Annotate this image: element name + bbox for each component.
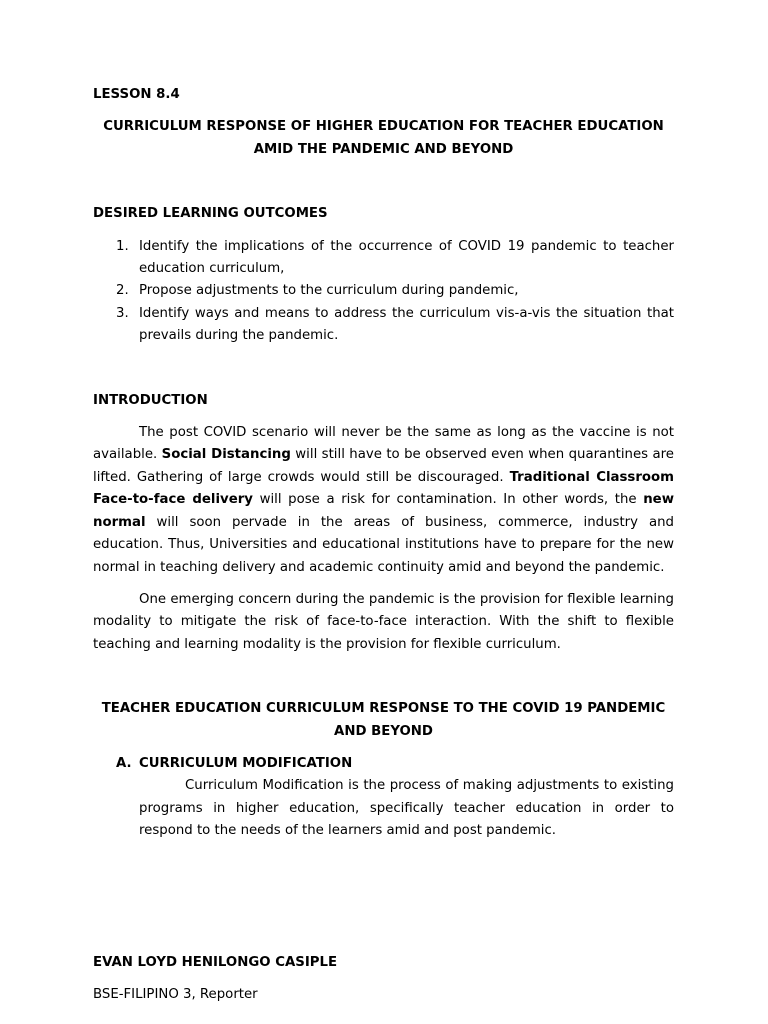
- reporter-role: BSE-FILIPINO 3, Reporter: [93, 987, 258, 1002]
- introduction-paragraph-2: One emerging concern during the pandemic is the provision for flexible learning modality to mitigate the risk of face-to-face interaction. With the shift to flexible teaching and learning modality is the provision for flexible curriculum.: [93, 591, 674, 652]
- list-item: [93, 236, 674, 281]
- bold-term-new-normal: new normal: [93, 492, 674, 530]
- list-item-number: 1.: [116, 238, 129, 254]
- list-item-text: Identify ways and means to address the curriculum vis-a-vis the situation that prevails during the pandemic.: [139, 305, 674, 344]
- lesson-title: [93, 116, 674, 161]
- list-item-number: 3.: [116, 305, 129, 321]
- section-a-heading: [93, 753, 674, 775]
- section-letter: A.: [116, 755, 132, 771]
- introduction-paragraph-1: [93, 422, 674, 579]
- text-run: The post COVID scenario will never be the same as long as the vaccine is not available.: [93, 425, 674, 463]
- bold-term-traditional-classroom: Traditional Classroom Face-to-face delivery: [93, 469, 674, 508]
- section-a-paragraph: Curriculum Modification is the process of making adjustments to existing programs in higher education, specifically teacher education in order to respond to the needs of the learners amid and post pandemic.: [139, 778, 674, 839]
- document-body: [93, 84, 674, 843]
- lesson-title-line-1: CURRICULUM RESPONSE OF HIGHER EDUCATION FOR TEACHER EDUCATION: [103, 119, 664, 135]
- lesson-number: LESSON 8.4: [93, 87, 180, 102]
- introduction-heading: INTRODUCTION: [93, 392, 208, 408]
- outcomes-heading: DESIRED LEARNING OUTCOMES: [93, 206, 328, 222]
- reporter-name: EVAN LOYD HENILONGO CASIPLE: [93, 955, 338, 970]
- lesson-title-line-2: AMID THE PANDEMIC AND BEYOND: [253, 141, 514, 157]
- list-item: [93, 280, 674, 302]
- text-run: will pose a risk for contamination. In other words, the: [252, 492, 644, 508]
- section-title: CURRICULUM MODIFICATION: [139, 755, 353, 771]
- response-heading: [93, 698, 674, 743]
- list-item-text: Identify the implications of the occurrence of COVID 19 pandemic to teacher education curriculum,: [139, 238, 674, 277]
- text-run: will soon pervade in the areas of business, commerce, industry and education. Thus, Universities and educational institutions have to prepare for the new normal in teaching delivery and academic continuity amid and beyond the pandemic.: [93, 514, 674, 575]
- list-item: [93, 303, 674, 348]
- list-item-text: Propose adjustments to the curriculum during pandemic,: [139, 283, 519, 299]
- text-run: will still have to be observed even when quarantines are lifted. Gathering of large crowds would still be discouraged.: [93, 447, 674, 485]
- list-item-number: 2.: [116, 283, 129, 299]
- response-heading-line-2: AND BEYOND: [334, 723, 433, 739]
- bold-term-social-distancing: Social Distancing: [161, 447, 291, 463]
- outcomes-list: [93, 236, 674, 348]
- response-heading-line-1: TEACHER EDUCATION CURRICULUM RESPONSE TO THE COVID 19 PANDEMIC: [101, 701, 666, 717]
